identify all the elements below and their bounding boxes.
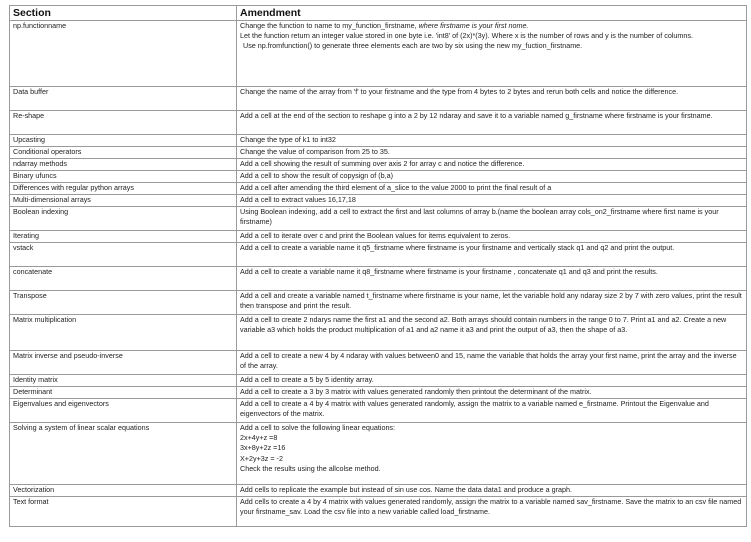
table-row bbox=[10, 387, 747, 399]
amendments-table bbox=[9, 5, 747, 527]
amendment-text: Use np.fromfunction() to generate three elements each are two by six using the new my_fuction_firstname. bbox=[243, 41, 583, 51]
table-row bbox=[10, 135, 747, 147]
section-cell: vstack bbox=[10, 243, 237, 267]
amendment-text-italic: where firstname is your first nome. bbox=[418, 21, 529, 30]
table-row bbox=[10, 183, 747, 195]
amendment-text: Check the results using the allcolse method. bbox=[240, 463, 381, 473]
amendment-cell: Using Boolean indexing, add a cell to extract the first and last columns of array b.(name the boolean array cols_on2_firstname where first name is your firstname) bbox=[237, 207, 747, 231]
table-row bbox=[10, 267, 747, 291]
amendment-cell bbox=[237, 21, 747, 87]
amendment-text: Change the function to name to my_function_firstname, bbox=[240, 21, 419, 30]
amendment-cell: Add cells to create a 4 by 4 matrix with values generated randomly, assign the matrix to a variable named sav_firstname. Save the matrix to an csv file named your firstname_sav. Load the csv file into a new variable called load_firstname. bbox=[237, 497, 747, 527]
section-cell: Transpose bbox=[10, 291, 237, 315]
amendment-text: Let the function return an integer value stored in one byte i.e. 'int8' of (2x)*(3y). Where x is the number of rows and y is the number of columns. bbox=[240, 31, 693, 41]
section-cell: Solving a system of linear scalar equations bbox=[10, 423, 237, 485]
amendment-cell: Add a cell at the end of the section to reshape g into a 2 by 12 ndaray and save it to a variable named g_firstname where firstname is your firstname. bbox=[237, 111, 747, 135]
amendment-cell: Add a cell to create a variable name it q5_firstname where firstname is your firstname and vertically stack q1 and q2 and print the output. bbox=[237, 243, 747, 267]
section-cell: Identity matrix bbox=[10, 375, 237, 387]
section-cell: Eigenvalues and eigenvectors bbox=[10, 399, 237, 423]
header-row bbox=[10, 6, 747, 21]
table-row bbox=[10, 231, 747, 243]
amendment-cell: Add a cell showing the result of summing over axis 2 for array c and notice the difference. bbox=[237, 159, 747, 171]
amendment-header: Amendment bbox=[237, 6, 747, 21]
section-cell: Upcasting bbox=[10, 135, 237, 147]
section-cell: Differences with regular python arrays bbox=[10, 183, 237, 195]
table-row bbox=[10, 243, 747, 267]
amendment-cell: Add a cell and create a variable named t_firstname where firstname is your name, let the variable hold any ndaray size 2 by 7 with zero values, print the result then transpose and print the result. bbox=[237, 291, 747, 315]
amendment-cell: Add cells to replicate the example but instead of sin use cos. Name the data data1 and produce a graph. bbox=[237, 485, 747, 497]
section-cell: Text format bbox=[10, 497, 237, 527]
amendment-cell: Add a cell to create a 5 by 5 identity array. bbox=[237, 375, 747, 387]
amendment-cell: Change the value of comparison from 25 to 35. bbox=[237, 147, 747, 159]
section-cell: Binary ufuncs bbox=[10, 171, 237, 183]
amendment-cell: Add a cell to show the result of copysign of (b,a) bbox=[237, 171, 747, 183]
table-row bbox=[10, 351, 747, 375]
amendment-cell bbox=[237, 423, 747, 485]
section-header: Section bbox=[10, 6, 237, 21]
section-cell: Boolean indexing bbox=[10, 207, 237, 231]
equation-text: X+2y+3z = -2 bbox=[240, 453, 283, 463]
table-row bbox=[10, 111, 747, 135]
section-cell: Multi-dimensional arrays bbox=[10, 195, 237, 207]
table-row bbox=[10, 423, 747, 485]
table-row bbox=[10, 159, 747, 171]
table-row bbox=[10, 399, 747, 423]
amendment-cell: Add a cell to create 2 ndarys name the first a1 and the second a2. Both arrays should contain numbers in the range 0 to 7. Print a1 and a2. Create a new variable a3 which holds the product multiplication of a1 and a2 name it a3 and print the output of a3, then the shape of a3. bbox=[237, 315, 747, 351]
section-cell: Matrix multiplication bbox=[10, 315, 237, 351]
amendment-cell: Add a cell to create a 4 by 4 matrix with values generated randomly, assign the matrix to a variable named e_firstname. Printout the Eigenvalue and eigenvectors of the matrix. bbox=[237, 399, 747, 423]
section-cell: concatenate bbox=[10, 267, 237, 291]
table-row bbox=[10, 207, 747, 231]
amendment-cell: Change the name of the array from 'f' to your firstname and the type from 4 bytes to 2 bytes and rerun both cells and notice the difference. bbox=[237, 87, 747, 111]
table-row bbox=[10, 291, 747, 315]
amendment-cell: Change the type of k1 to int32 bbox=[237, 135, 747, 147]
table-row bbox=[10, 485, 747, 497]
table-row bbox=[10, 497, 747, 527]
amendment-cell: Add a cell to create a 3 by 3 matrix with values generated randomly then printout the determinant of the matrix. bbox=[237, 387, 747, 399]
table-row bbox=[10, 375, 747, 387]
table-row bbox=[10, 87, 747, 111]
table-row bbox=[10, 171, 747, 183]
amendment-cell: Add a cell to iterate over c and print the Boolean values for items equivalent to zeros. bbox=[237, 231, 747, 243]
table-row bbox=[10, 315, 747, 351]
section-cell: Matrix inverse and pseudo-inverse bbox=[10, 351, 237, 375]
equation-text: 2x+4y+z =8 bbox=[240, 433, 278, 443]
amendment-cell: Add a cell to create a new 4 by 4 ndaray with values between0 and 15, name the variable that holds the array your first name, print the array and the inverse of the array. bbox=[237, 351, 747, 375]
section-cell: Re-shape bbox=[10, 111, 237, 135]
amendment-cell: Add a cell after amending the third element of a_slice to the value 2000 to print the final result of a bbox=[237, 183, 747, 195]
section-cell: Determinant bbox=[10, 387, 237, 399]
section-cell: Vectorization bbox=[10, 485, 237, 497]
table-row bbox=[10, 147, 747, 159]
section-cell: ndarray methods bbox=[10, 159, 237, 171]
amendment-text: Add a cell to solve the following linear equations: bbox=[240, 423, 396, 432]
section-cell: Iterating bbox=[10, 231, 237, 243]
amendment-cell: Add a cell to extract values 16,17,18 bbox=[237, 195, 747, 207]
table-row bbox=[10, 195, 747, 207]
amendment-cell: Add a cell to create a variable name it q8_firstname where firstname is your firstname , concatenate q1 and q3 and print the results. bbox=[237, 267, 747, 291]
section-cell: Conditional operators bbox=[10, 147, 237, 159]
section-cell: Data buffer bbox=[10, 87, 237, 111]
table-row bbox=[10, 21, 747, 87]
equation-text: 3x+8y+2z =16 bbox=[240, 443, 286, 453]
section-cell: np.functionname bbox=[10, 21, 237, 87]
